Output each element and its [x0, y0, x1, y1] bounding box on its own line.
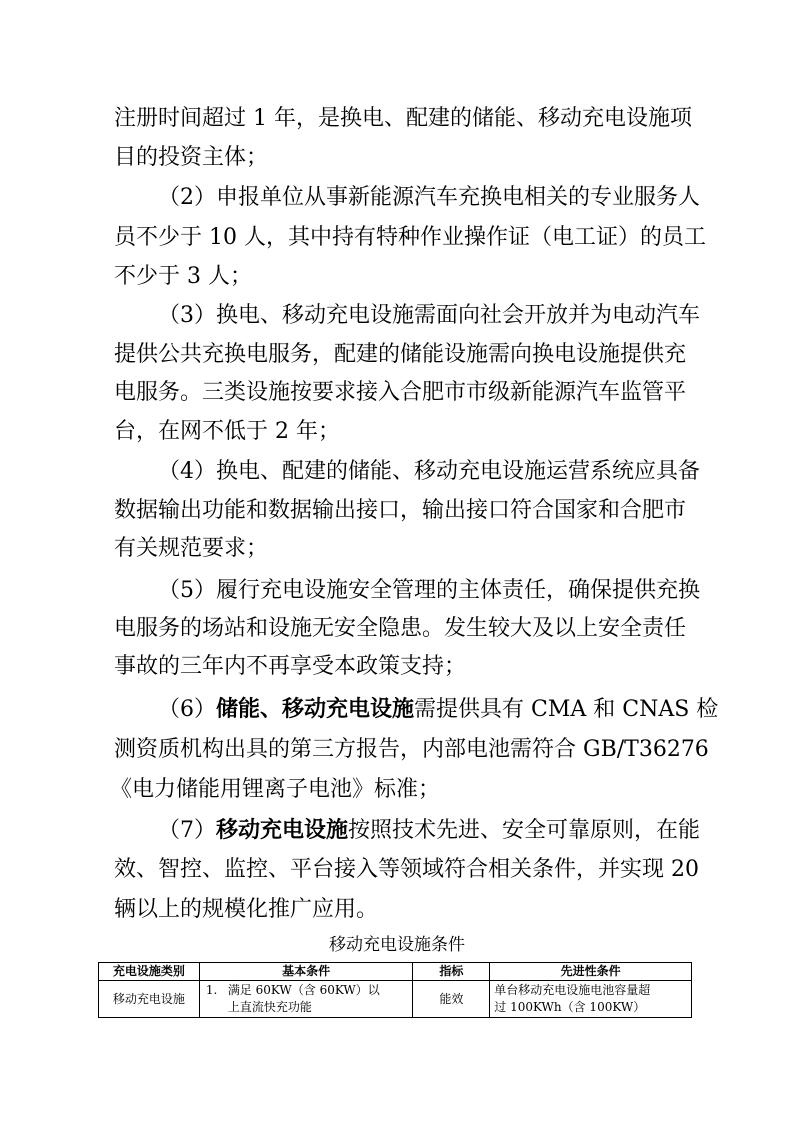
text-line: 事故的三年内不再享受本政策支持； — [114, 654, 467, 679]
text-line: 测资质机构出具的第三方报告，内部电池需符合 GB/T36276 — [114, 737, 709, 762]
header-indicator: 指标 — [413, 963, 490, 981]
text-line: 电服务。三类设施按要求接入合肥市市级新能源汽车监管平 — [114, 380, 687, 405]
cell-category: 移动充电设施 — [99, 981, 200, 1018]
text-line — [158, 693, 718, 727]
text-line: 目的投资主体； — [114, 145, 269, 170]
text-line: 有关规范要求； — [114, 536, 269, 561]
text-line: （3）换电、移动充电设施需面向社会开放并为电动汽车 — [158, 303, 700, 328]
header-advanced: 先进性条件 — [490, 963, 692, 981]
table-row — [99, 981, 692, 1018]
text-line: 台，在网不低于 2 年； — [114, 419, 340, 444]
advanced-text: 过 100KWh（含 100KW） — [494, 1000, 646, 1014]
header-category: 充电设施类别 — [99, 963, 200, 981]
advanced-text: 单台移动充电设施电池容量超 — [494, 983, 651, 997]
text-line: （5）履行充电设施安全管理的主体责任，确保提供充换 — [158, 578, 700, 603]
item-prefix: （6） — [158, 697, 216, 722]
conditions-table — [98, 962, 692, 1018]
cell-indicator: 能效 — [413, 981, 490, 1018]
text-span: 需提供具有 CMA 和 CNAS 检 — [414, 697, 719, 722]
bold-term: 移动充电设施 — [216, 818, 349, 843]
cell-advanced — [490, 981, 692, 1018]
table-caption: 移动充电设施条件 — [329, 935, 465, 955]
basic-text: 上直流快充功能 — [227, 1000, 312, 1014]
text-line: 提供公共充换电服务，配建的储能设施需向换电设施提供充 — [114, 342, 687, 367]
table-header-row — [99, 963, 692, 981]
text-line: 效、智控、监控、平台接入等领域符合相关条件，并实现 20 — [114, 857, 699, 882]
text-line: 注册时间超过 1 年，是换电、配建的储能、移动充电设施项 — [114, 106, 692, 131]
text-line: 电服务的场站和设施无安全隐患。发生较大及以上安全责任 — [114, 616, 687, 641]
header-basic: 基本条件 — [199, 963, 413, 981]
text-line: 数据输出功能和数据输出接口，输出接口符合国家和合肥市 — [114, 498, 687, 523]
basic-text: 满足 60KW（含 60KW）以 — [227, 983, 380, 997]
item-prefix: （7） — [158, 818, 216, 843]
text-line: （2）申报单位从事新能源汽车充换电相关的专业服务人 — [158, 185, 700, 210]
text-line: 不少于 3 人； — [114, 264, 252, 289]
text-line: 员不少于 10 人，其中持有特种作业操作证（电工证）的员工 — [114, 225, 706, 250]
text-line — [158, 814, 700, 848]
text-line: （4）换电、配建的储能、移动充电设施运营系统应具备 — [158, 459, 700, 484]
bold-term: 储能、移动充电设施 — [216, 697, 415, 722]
text-span: 按照技术先进、安全可靠原则，在能 — [348, 818, 701, 843]
item-number: 1. — [205, 983, 218, 997]
cell-basic — [199, 981, 413, 1018]
text-line: 《电力储能用锂离子电池》标准； — [110, 777, 441, 802]
text-line: 辆以上的规模化推广应用。 — [114, 897, 379, 922]
